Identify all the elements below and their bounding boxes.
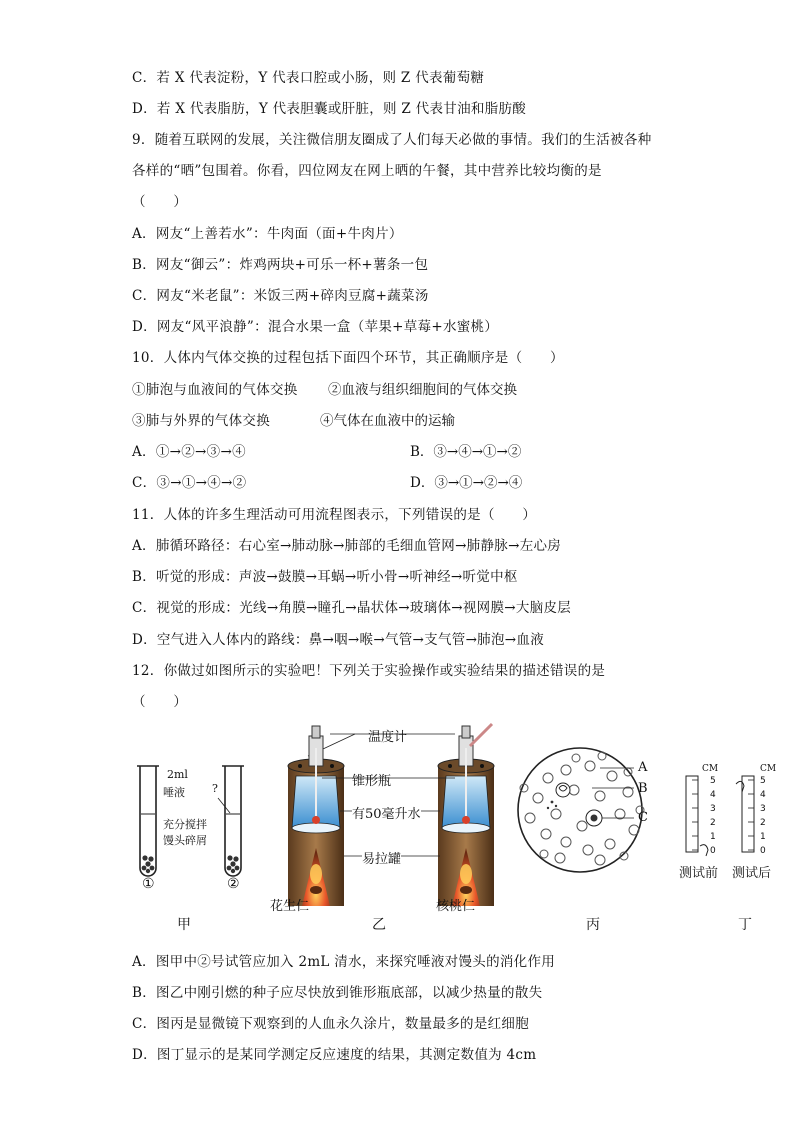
figure-yi-can-left	[288, 726, 355, 906]
q9-answer-bracket: （ ）	[132, 194, 188, 210]
label-flask: 锥形瓶	[352, 774, 392, 789]
q9-option-b: B．网友“御云”：炸鸡两块+可乐一杯+薯条一包	[132, 257, 429, 273]
q10-option-b: B．③→④→①→②	[410, 444, 522, 460]
q10-option-c: C．③→①→④→②	[132, 475, 247, 491]
label-cell-b: B	[638, 781, 648, 796]
q11-option-d: D．空气进入人体内的路线：鼻→咽→喉→气管→支气管→肺泡→血液	[132, 632, 544, 648]
q10-item-1: ①肺泡与血液间的气体交换	[132, 382, 298, 398]
label-thermometer: 温度计	[368, 730, 408, 745]
experiment-illustration	[0, 718, 794, 943]
q12-answer-bracket: （ ）	[132, 694, 188, 710]
label-bread-crumbs: 馒头碎屑	[163, 834, 207, 847]
q8-option-d: D．若 X 代表脂肪，Y 代表胆囊或肝脏，则 Z 代表甘油和脂肪酸	[132, 101, 527, 117]
label-can: 易拉罐	[362, 848, 401, 867]
label-cell-a: A	[638, 760, 648, 775]
tick-label: 3	[760, 804, 766, 814]
tick-label: 5	[760, 776, 766, 786]
tick-label: 0	[710, 846, 716, 856]
figure-bing-blood-smear	[518, 748, 644, 872]
q10-stem: 10．人体内气体交换的过程包括下面四个环节，其正确顺序是（ ）	[132, 350, 564, 366]
q12-option-b: B．图乙中刚引燃的种子应尽快放到锥形瓶底部，以减少热量的散失	[132, 985, 543, 1001]
q9-option-c: C．网友“米老鼠”：米饭三两+碎肉豆腐+蔬菜汤	[132, 288, 429, 304]
tick-label: 3	[710, 804, 716, 814]
tick-label: 4	[710, 790, 716, 800]
tick-label: 5	[710, 776, 716, 786]
label-test-before: 测试前	[679, 866, 719, 881]
tick-label: 1	[760, 832, 766, 842]
q12-option-d: D．图丁显示的是某同学测定反应速度的结果，其测定数值为 4cm	[132, 1047, 537, 1063]
tick-label: 0	[760, 846, 766, 856]
label-walnut: 核桃仁	[436, 899, 476, 914]
q11-option-c: C．视觉的形成：光线→角膜→瞳孔→晶状体→玻璃体→视网膜→大脑皮层	[132, 600, 572, 616]
ruler-before-ticks	[710, 774, 716, 858]
experiment-figure	[0, 718, 794, 943]
q10-option-d: D．③→①→②→④	[410, 475, 523, 491]
caption-bing: 丙	[586, 917, 600, 933]
label-2ml: 2ml	[167, 768, 188, 781]
q11-stem: 11．人体的许多生理活动可用流程图表示，下列错误的是（ ）	[132, 507, 537, 523]
q9-option-d: D．网友“风平浪静”：混合水果一盒（苹果+草莓+水蜜桃）	[132, 319, 499, 335]
tick-label: 1	[710, 832, 716, 842]
caption-yi: 乙	[372, 917, 386, 933]
label-tube-1: ①	[142, 876, 155, 892]
caption-jia: 甲	[177, 917, 191, 933]
label-peanut: 花生仁	[270, 899, 310, 914]
q12-stem: 12．你做过如图所示的实验吧！下列关于实验操作或实验结果的描述错误的是	[132, 663, 606, 679]
q12-option-a: A．图甲中②号试管应加入 2mL 清水，来探究唾液对馒头的消化作用	[132, 954, 556, 970]
q8-option-c: C．若 X 代表淀粉，Y 代表口腔或小肠，则 Z 代表葡萄糖	[132, 70, 485, 86]
label-water: 有50毫升水	[352, 803, 421, 822]
q10-option-a: A．①→②→③→④	[132, 444, 246, 460]
tick-label: 2	[710, 818, 716, 828]
figure-yi-can-right	[438, 724, 494, 906]
label-saliva: 唾液	[163, 786, 185, 799]
label-cell-c: C	[638, 810, 648, 825]
tick-label: 4	[760, 790, 766, 800]
label-question-mark: ?	[212, 782, 218, 795]
q11-option-a: A．肺循环路径：右心室→肺动脉→肺部的毛细血管网→肺静脉→左心房	[132, 538, 562, 554]
label-cm-after: CM	[760, 764, 777, 774]
q9-stem-line2: 各样的“晒”包围着。你看，四位网友在网上晒的午餐，其中营养比较均衡的是	[132, 163, 602, 179]
label-cm-before: CM	[702, 764, 719, 774]
q9-stem-line1: 9．随着互联网的发展，关注微信朋友圈成了人们每天必做的事情。我们的生活被各种	[132, 132, 652, 148]
figure-ding-rulers	[686, 776, 754, 856]
label-test-after: 测试后	[732, 866, 772, 881]
q10-item-4: ④气体在血液中的运输	[320, 413, 455, 429]
label-tube-2: ②	[227, 876, 240, 892]
q10-item-2: ②血液与组织细胞间的气体交换	[328, 382, 517, 398]
q9-option-a: A．网友“上善若水”：牛肉面（面+牛肉片）	[132, 226, 403, 242]
q12-option-c: C．图丙是显微镜下观察到的人血永久涂片，数量最多的是红细胞	[132, 1016, 530, 1032]
tick-label: 2	[760, 818, 766, 828]
q11-option-b: B．听觉的形成：声波→鼓膜→耳蜗→听小骨→听神经→听觉中枢	[132, 569, 518, 585]
caption-ding: 丁	[738, 917, 752, 933]
label-stir: 充分搅拌	[163, 818, 207, 831]
ruler-after-ticks	[760, 774, 766, 858]
q10-item-3: ③肺与外界的气体交换	[132, 413, 270, 429]
